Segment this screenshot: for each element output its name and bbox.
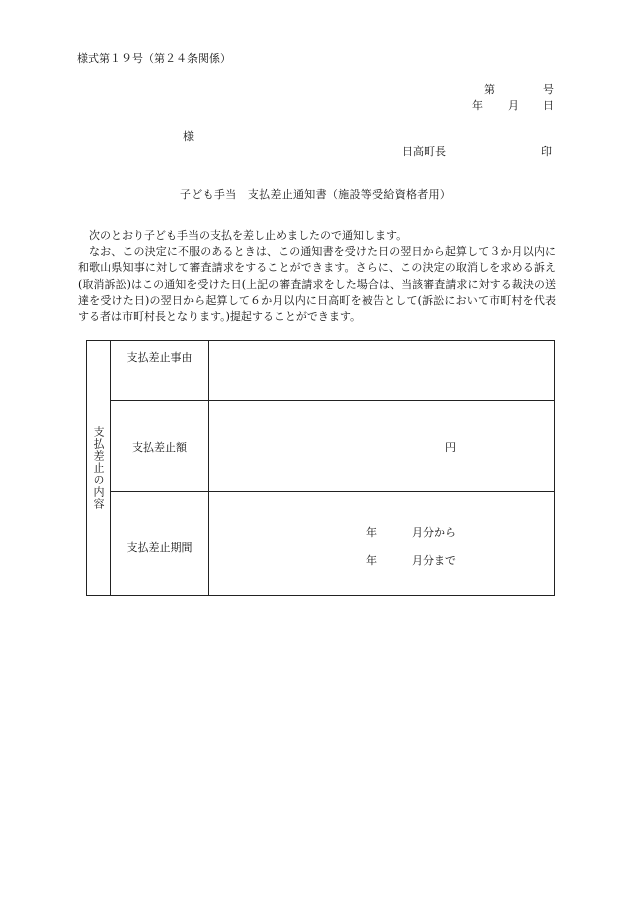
seal-mark: 印 xyxy=(541,145,552,158)
doc-number-suffix: 号 xyxy=(543,83,554,96)
divider xyxy=(110,400,554,401)
vertical-heading xyxy=(87,341,110,595)
row-label-period: 支払差止期間 xyxy=(126,541,193,554)
content-table xyxy=(86,340,555,596)
addressee-line: 様 xyxy=(183,130,194,143)
amount-unit: 円 xyxy=(445,441,456,454)
divider xyxy=(110,491,554,492)
period-from-month: 月分から xyxy=(412,526,456,539)
divider xyxy=(208,341,209,595)
row-label-amount: 支払差止額 xyxy=(132,441,187,454)
period-to-month: 月分まで xyxy=(412,554,456,567)
reason-value xyxy=(209,349,554,365)
issuer-name: 日高町長 xyxy=(402,145,446,158)
date-month-label: 月 xyxy=(508,99,519,112)
row-label-reason: 支払差止事由 xyxy=(126,351,193,364)
body-paragraph-2: なお、この決定に不服のあるときは、この通知書を受けた日の翌日から起算して３か月以内に和歌山県知事に対して審査請求をすることができます。さらに、この決定の取消しを求める訴え(取消訴訟)はこの通知を受けた日(上記の審査請求をした場合は、当該審査請求に対する裁決の送達を受けた日)の翌日から起算して６か月以内に日高町を被告として(訴訟において市町村を代表する者は市町村長となります。)提起することができます。 xyxy=(78,245,556,324)
doc-number-prefix: 第 xyxy=(484,83,495,96)
date-year-label: 年 xyxy=(472,99,483,112)
body-text xyxy=(78,228,556,325)
body-paragraph-1: 次のとおり子ども手当の支払を差し止めましたので通知します。 xyxy=(89,229,408,242)
vertical-heading-text: 支払差止の内容 xyxy=(92,426,105,510)
divider xyxy=(110,341,111,595)
date-day-label: 日 xyxy=(543,99,554,112)
document-title: 子ども手当 支払差止通知書（施設等受給資格者用） xyxy=(180,188,452,201)
period-to-year: 年 xyxy=(366,554,377,567)
period-from-year: 年 xyxy=(366,526,377,539)
form-number-label: 様式第１９号（第２４条関係） xyxy=(77,52,231,65)
